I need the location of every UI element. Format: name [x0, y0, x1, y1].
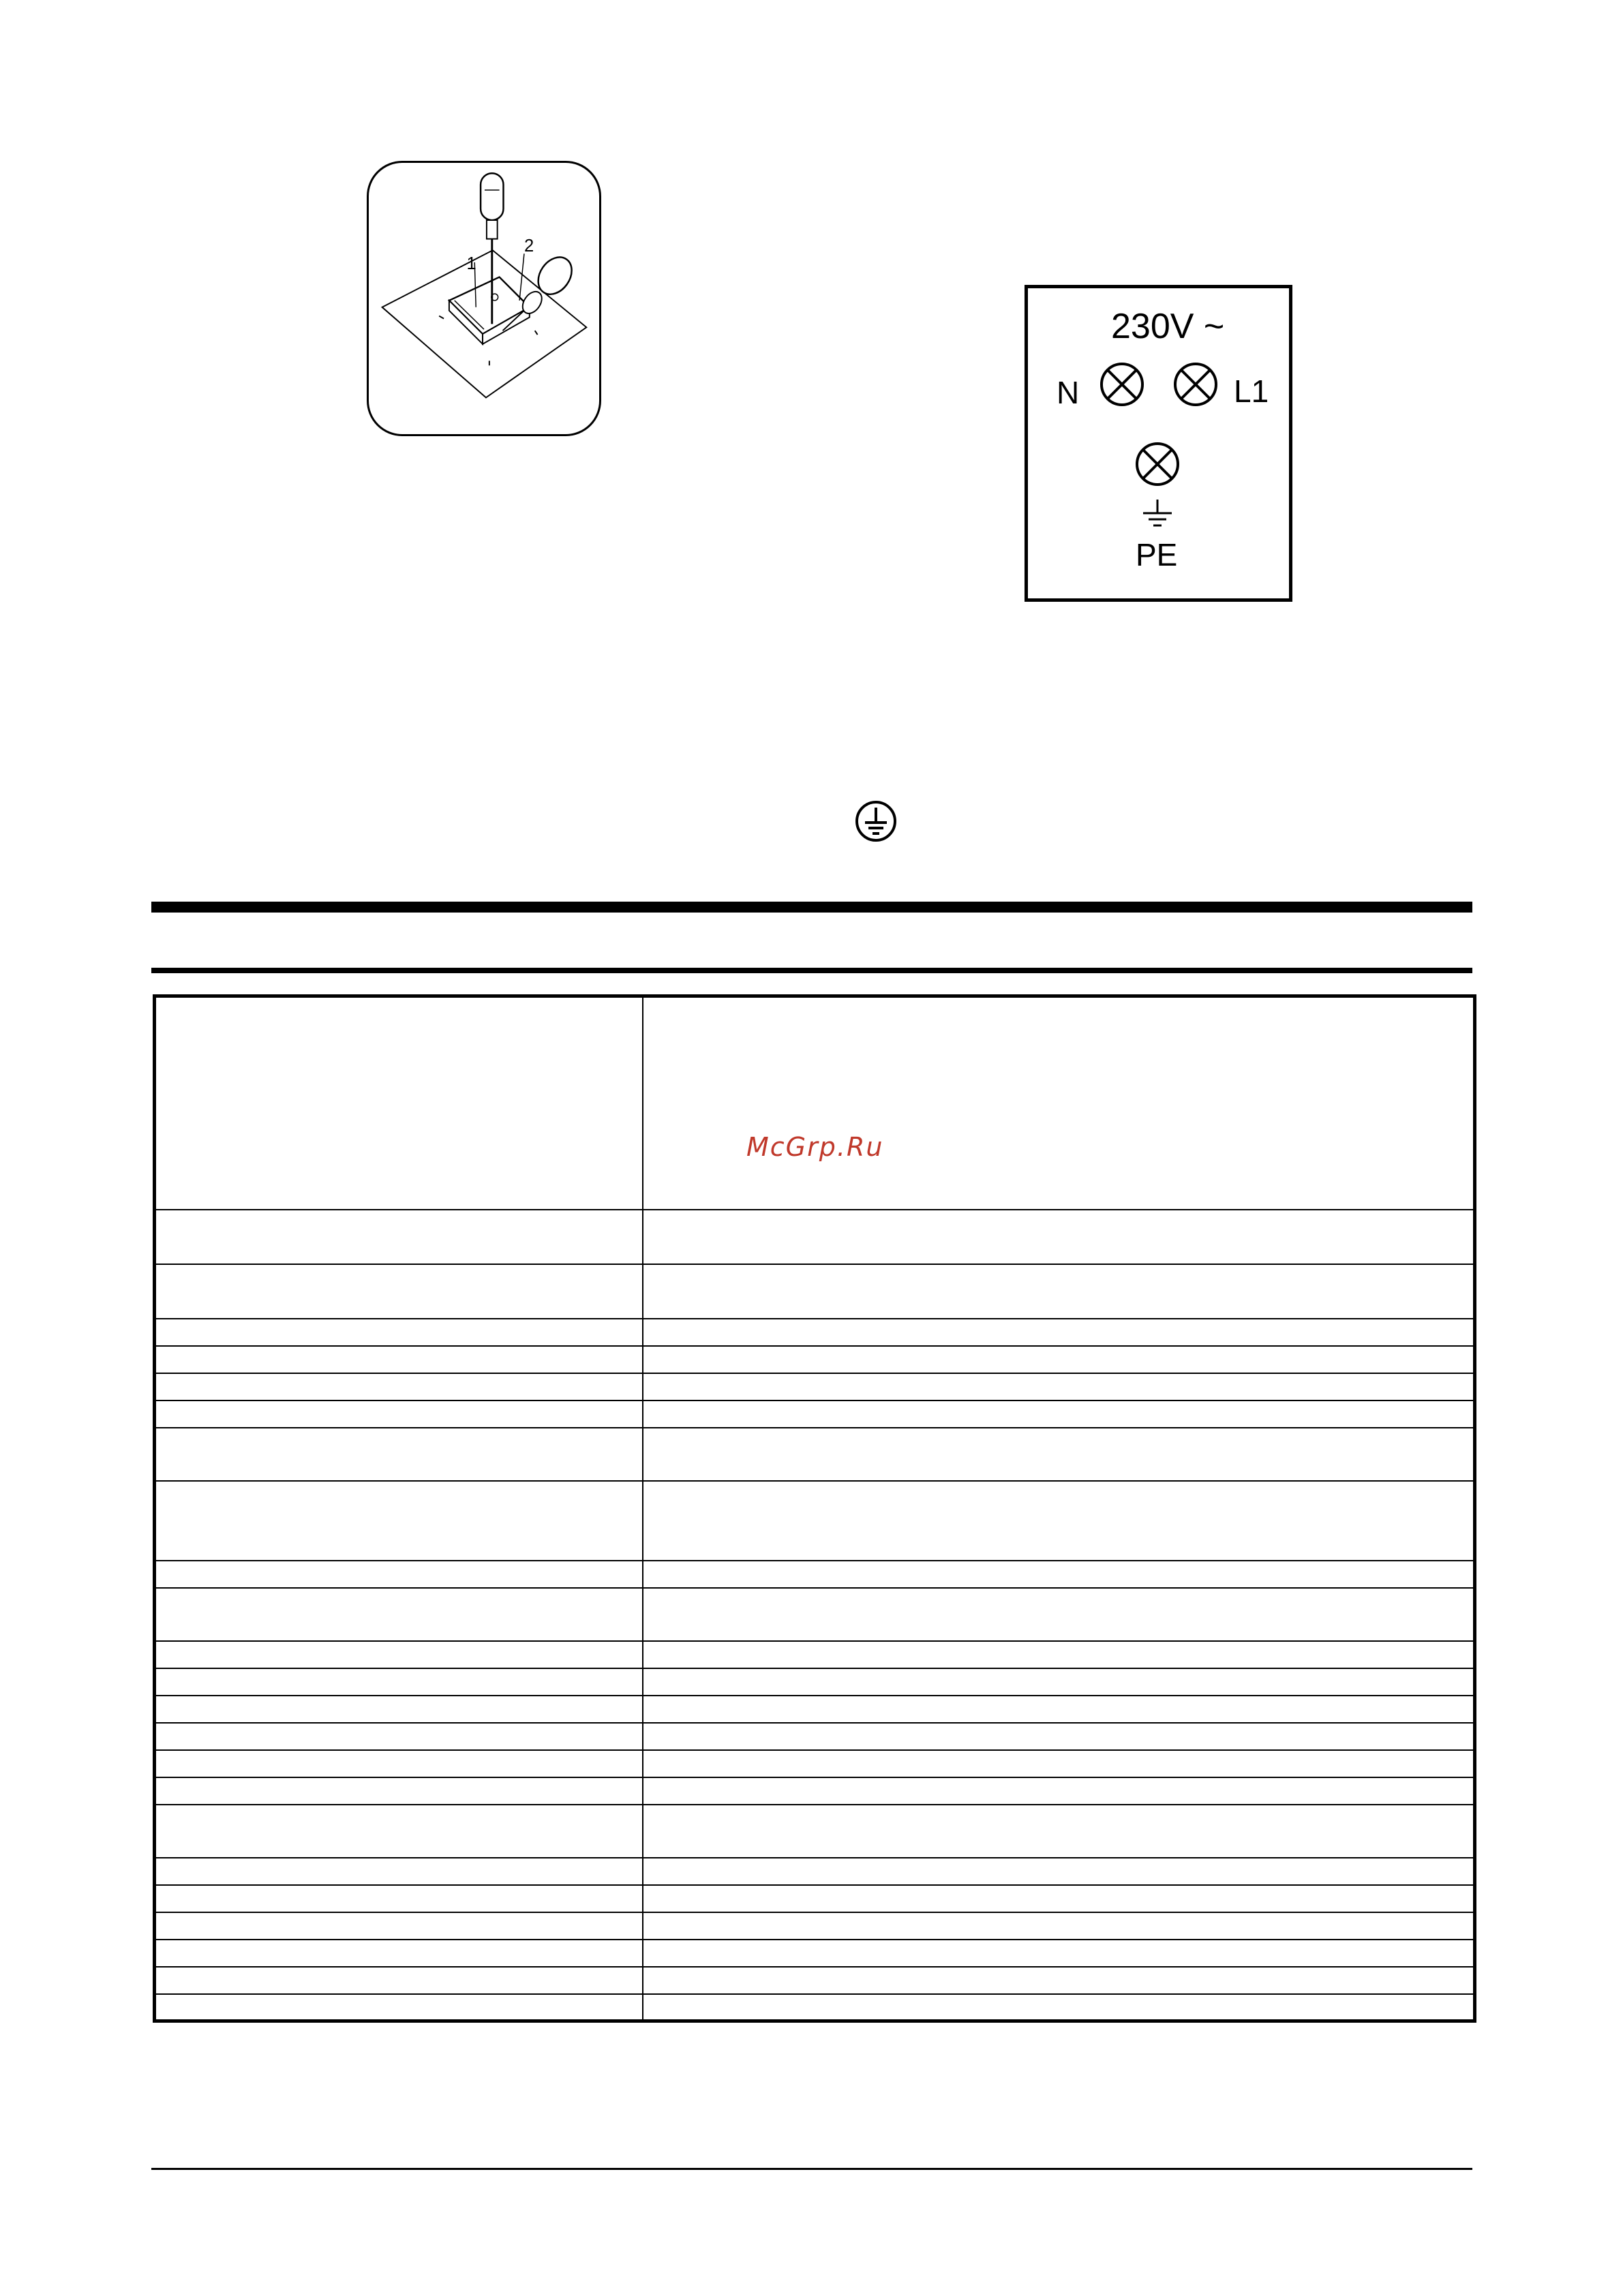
table-row — [155, 1428, 1475, 1481]
lamp-n-icon — [1099, 362, 1144, 407]
table-row — [155, 1373, 1475, 1400]
terminal-diagram — [1025, 285, 1292, 602]
table-row — [155, 1912, 1475, 1940]
table-row — [155, 996, 1475, 1210]
section-rule-thick — [151, 902, 1472, 913]
table-row — [155, 1858, 1475, 1885]
spec-label-cell — [155, 1588, 643, 1641]
table-row — [155, 1885, 1475, 1912]
spec-value-cell — [643, 1750, 1475, 1777]
table-row — [155, 1588, 1475, 1641]
spec-value-cell — [643, 1481, 1475, 1561]
spec-value-cell — [643, 1264, 1475, 1319]
spec-label-cell — [155, 1400, 643, 1428]
spec-value-cell — [643, 1994, 1475, 2021]
table-row — [155, 1967, 1475, 1994]
table-row — [155, 1696, 1475, 1723]
spec-value-cell — [643, 1346, 1475, 1373]
spec-value-cell — [643, 1805, 1475, 1858]
callout-1: 1 — [466, 254, 476, 273]
spec-value-cell — [643, 1912, 1475, 1940]
spec-value-cell — [643, 1940, 1475, 1967]
spec-label-cell — [155, 1210, 643, 1264]
table-row — [155, 1750, 1475, 1777]
spec-value-cell — [643, 1967, 1475, 1994]
table-row — [155, 1346, 1475, 1373]
watermark-text: McGrp.Ru — [746, 1132, 884, 1162]
spec-label-cell — [155, 1912, 643, 1940]
table-row — [155, 1723, 1475, 1750]
neutral-label: N — [1057, 375, 1080, 410]
spec-label-cell — [155, 1723, 643, 1750]
spec-label-cell — [155, 1428, 643, 1481]
line-label: L1 — [1234, 373, 1269, 409]
spec-label-cell — [155, 1885, 643, 1912]
spec-value-cell — [643, 1641, 1475, 1668]
spec-label-cell — [155, 1696, 643, 1723]
spec-label-cell — [155, 1373, 643, 1400]
spec-value-cell — [643, 1210, 1475, 1264]
footer-rule — [151, 2168, 1472, 2170]
spec-label-cell — [155, 1967, 643, 1994]
spec-value-cell — [643, 1885, 1475, 1912]
spec-value-cell — [643, 1668, 1475, 1696]
lamp-pe-icon — [1135, 442, 1180, 487]
spec-label-cell — [155, 1641, 643, 1668]
spec-label-cell — [155, 1561, 643, 1588]
spec-label-cell — [155, 996, 643, 1210]
table-row — [155, 1481, 1475, 1561]
table-row — [155, 1400, 1475, 1428]
spec-label-cell — [155, 1264, 643, 1319]
spec-label-cell — [155, 1777, 643, 1805]
spec-value-cell — [643, 1588, 1475, 1641]
table-row — [155, 1777, 1475, 1805]
lamp-l1-icon — [1173, 362, 1218, 407]
spec-label-cell — [155, 1481, 643, 1561]
spec-label-cell — [155, 1346, 643, 1373]
spec-label-cell — [155, 1994, 643, 2021]
spec-value-cell — [643, 1428, 1475, 1481]
spec-value-cell — [643, 1561, 1475, 1588]
spec-label-cell — [155, 1858, 643, 1885]
callout-2: 2 — [524, 236, 534, 256]
earth-label: PE — [1136, 537, 1178, 572]
spec-label-cell — [155, 1668, 643, 1696]
spec-value-cell — [643, 1858, 1475, 1885]
spec-value-cell — [643, 1696, 1475, 1723]
spec-value-cell — [643, 996, 1475, 1210]
table-row — [155, 1805, 1475, 1858]
spec-label-cell — [155, 1750, 643, 1777]
table-row — [155, 1561, 1475, 1588]
protective-earth-icon — [854, 799, 898, 843]
ground-icon — [1140, 500, 1174, 528]
spec-label-cell — [155, 1805, 643, 1858]
table-row — [155, 1940, 1475, 1967]
spec-value-cell — [643, 1319, 1475, 1346]
table-row — [155, 1319, 1475, 1346]
table-row — [155, 1994, 1475, 2021]
spec-label-cell — [155, 1940, 643, 1967]
voltage-label: 230V ~ — [1111, 307, 1225, 346]
spec-value-cell — [643, 1373, 1475, 1400]
table-row — [155, 1264, 1475, 1319]
table-row — [155, 1668, 1475, 1696]
spec-label-cell — [155, 1319, 643, 1346]
spec-value-cell — [643, 1723, 1475, 1750]
spec-value-cell — [643, 1400, 1475, 1428]
table-row — [155, 1641, 1475, 1668]
section-rule — [151, 968, 1472, 973]
table-row — [155, 1210, 1475, 1264]
spec-value-cell — [643, 1777, 1475, 1805]
installation-illustration — [367, 161, 601, 436]
